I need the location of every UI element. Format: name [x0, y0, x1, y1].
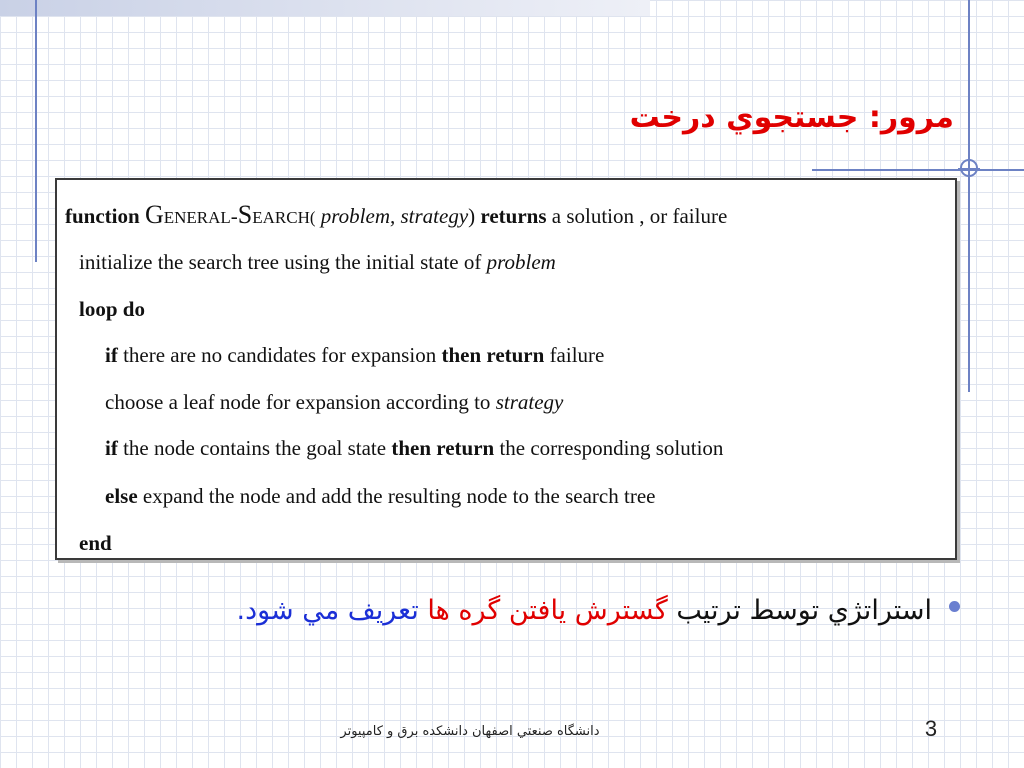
- algorithm-line-end: [79, 531, 112, 556]
- algorithm-line-initialize: initialize the search tree using the initial state of problem: [79, 250, 556, 274]
- param-problem: problem: [486, 250, 556, 274]
- algorithm-box: [55, 178, 957, 560]
- decor-horizontal-line: [812, 169, 1024, 171]
- keyword-end: end: [79, 531, 112, 555]
- footer-text: دانشگاه صنعتي اصفهان دانشكده برق و كامپيوتر: [340, 724, 600, 739]
- keyword-loop-do: loop do: [79, 297, 145, 321]
- return-description: a solution , or failure: [551, 204, 728, 228]
- crosshair-circle-icon: [960, 159, 978, 177]
- algorithm-line-choose-leaf: choose a leaf node for expansion according to strategy: [105, 390, 564, 414]
- decor-vertical-line-right: [968, 0, 970, 392]
- algorithm-line-expand: else expand the node and add the resulting node to the search tree: [105, 484, 656, 508]
- algorithm-line-loop: [79, 297, 145, 322]
- bullet-dot-icon: [949, 601, 960, 612]
- bullet-text: استراتژي توسط ترتيب گسترش يافتن گره ها تعريف مي شود.: [236, 595, 932, 626]
- keyword-returns: returns: [480, 204, 547, 228]
- algorithm-line-signature: function GENERAL-SEARCH( problem, strategy) returns a solution , or failure: [65, 200, 728, 229]
- decor-vertical-line-left: [35, 0, 37, 262]
- function-name: GENERAL-SEARCH(: [144, 200, 316, 229]
- slide-title: مرور: جستجوي درخت: [629, 100, 954, 135]
- page-number: 3: [924, 716, 938, 741]
- bullet-point: [80, 585, 960, 637]
- function-params: problem, strategy: [320, 204, 469, 228]
- top-decor-band: [0, 0, 650, 16]
- keyword-function: function: [65, 204, 140, 228]
- algorithm-line-no-candidates: if there are no candidates for expansion then return failure: [105, 343, 605, 367]
- algorithm-line-goal-test: if the node contains the goal state then return the corresponding solution: [105, 436, 724, 460]
- param-strategy: strategy: [495, 390, 564, 414]
